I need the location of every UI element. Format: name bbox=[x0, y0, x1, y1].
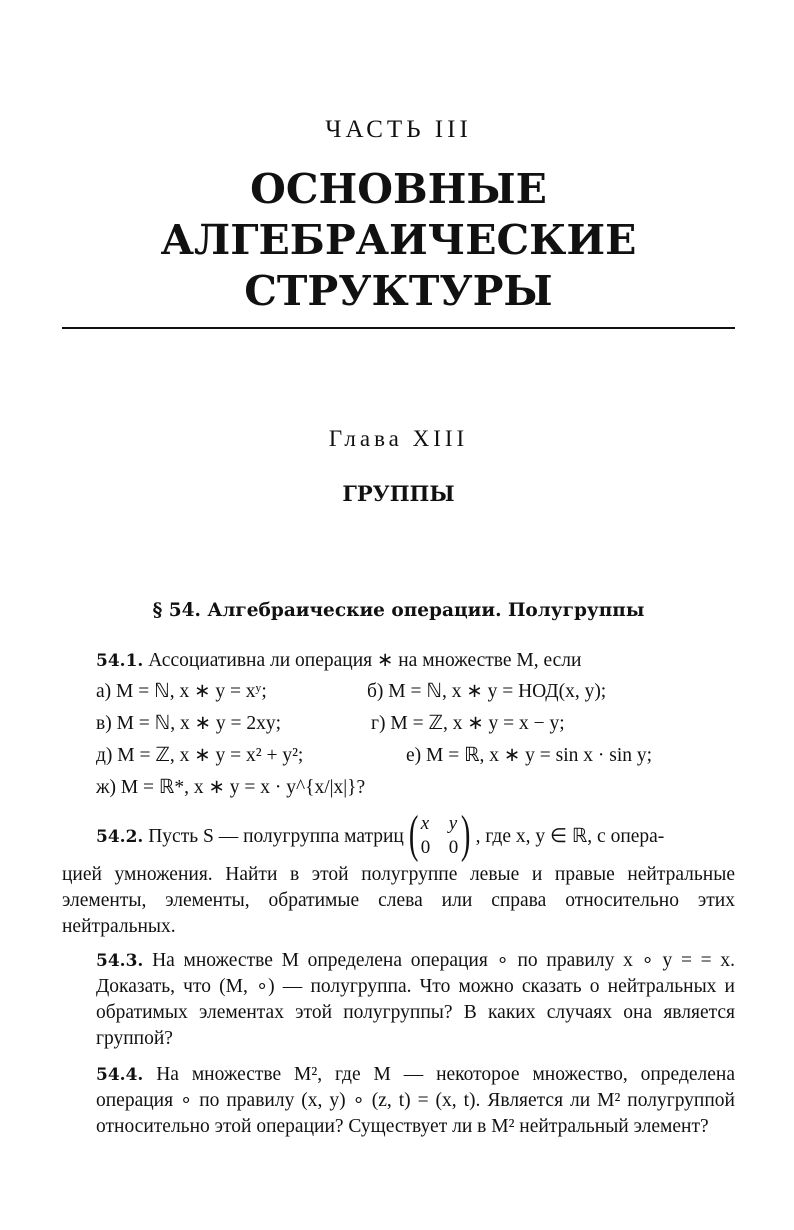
problem-text: цией умножения. Найти в этой полугруппе левые и правые нейтральные элементы, элементы, обратимые слева или справа относительно этих нейтральных. bbox=[62, 864, 735, 937]
right-paren: ) bbox=[461, 805, 471, 863]
problem-text: На множестве M², где M — некоторое множество, определена операция ∘ по правилу (x, y) ∘ (z, t) = (x, t). Является ли M² полугруппой относительно этой операции? Существует ли в M² нейтральный элемент? bbox=[96, 1064, 735, 1137]
problem-item: г) M = ℤ, x ∗ y = x − y; bbox=[371, 713, 565, 734]
problem-number: 54.4. bbox=[96, 1065, 144, 1085]
problem-text: Ассоциативна ли операция ∗ на множестве M, если bbox=[148, 650, 582, 671]
left-paren: ( bbox=[408, 805, 419, 863]
problem-item: в) M = ℕ, x ∗ y = 2xy; bbox=[96, 713, 282, 734]
part-title-line: АЛГЕБРАИЧЕСКИЕ bbox=[160, 216, 637, 264]
problem-text: Пусть S — полугруппа матриц bbox=[148, 826, 404, 847]
chapter-title: ГРУППЫ bbox=[342, 481, 455, 506]
part-title-line: СТРУКТУРЫ bbox=[244, 267, 553, 315]
matrix bbox=[408, 805, 471, 863]
problem-item: ж) M = ℝ*, x ∗ y = x · y^{x/|x|}? bbox=[96, 777, 366, 798]
problem-number: 54.2. bbox=[96, 827, 144, 847]
matrix-cell: 0 bbox=[420, 836, 431, 858]
chapter-label: Глава XIII bbox=[328, 426, 469, 451]
part-title bbox=[62, 164, 735, 317]
problem-item: д) M = ℤ, x ∗ y = x² + y²; bbox=[96, 745, 304, 766]
matrix-cell: y bbox=[448, 812, 458, 834]
book-page bbox=[62, 0, 735, 1230]
problem-number: 54.1. bbox=[96, 651, 144, 671]
problem-number: 54.3. bbox=[96, 951, 144, 971]
matrix-cell: x bbox=[420, 812, 430, 834]
part-title-line: ОСНОВНЫЕ bbox=[250, 165, 547, 213]
problem-item: а) M = ℕ, x ∗ y = xʸ; bbox=[96, 681, 267, 702]
section-title: § 54. Алгебраические операции. Полугруппы bbox=[152, 600, 645, 621]
problem-text: На множестве M определена операция ∘ по правилу x ∘ y = = x. Доказать, что (M, ∘) — полугруппа. Что можно сказать о нейтральных и обратимых элементах этой полугруппы? В каких случаях она является группой? bbox=[96, 950, 736, 1049]
problem-item: е) M = ℝ, x ∗ y = sin x · sin y; bbox=[406, 745, 653, 766]
part-label: ЧАСТЬ III bbox=[325, 116, 472, 143]
matrix-cell: 0 bbox=[448, 836, 459, 858]
horizontal-rule bbox=[62, 327, 735, 329]
problem-text: , где x, y ∈ ℝ, с опера- bbox=[475, 826, 665, 847]
problem-item: б) M = ℕ, x ∗ y = НОД(x, y); bbox=[367, 681, 607, 702]
